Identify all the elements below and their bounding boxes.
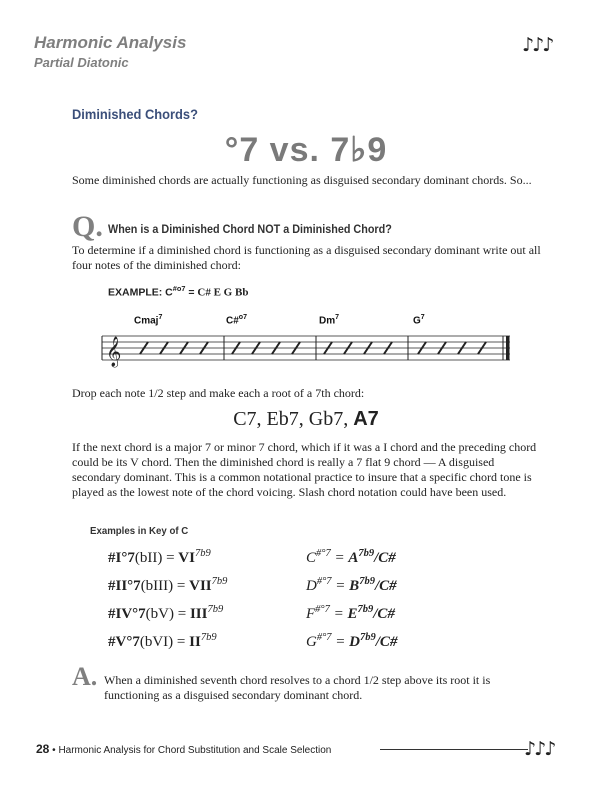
footer <box>36 742 331 756</box>
example-left-4: #V°7(bVI) = $II^{7b9}$ <box>108 632 217 650</box>
example-label: EXAMPLE: C <box>108 286 173 299</box>
question-mark: Q. <box>72 210 103 243</box>
music-staff <box>100 328 512 368</box>
big-title: °7 vs. 7♭9 <box>224 131 388 169</box>
chord-result-bold: A7 <box>353 408 379 430</box>
question-text: When is a Diminished Chord NOT a Diminished Chord? <box>108 222 392 236</box>
final-barline <box>506 336 510 360</box>
example-equals: = <box>188 286 195 299</box>
example-right-3: $F^{\#^\circ 7}$ = $E^{7b9}/C\#$ <box>306 604 395 622</box>
footer-text: Harmonic Analysis for Chord Substitution and Scale Selection <box>58 745 332 756</box>
explanation-paragraph: If the next chord is a major 7 or minor 7 chord, which if it was a I chord and the preceding chord could be its V chord. Then the diminished chord is really a 7 flat 9 chord — A disguised secondary dominant. This is a common notational practice to insure that a specific chord tone is played as the lowest note of the chord voicing. Slash chord notation could have been used. <box>72 440 537 499</box>
chord-label-2: C#$^{o7}$ <box>226 314 247 327</box>
footer-bullet: • <box>52 745 56 756</box>
example-right-1: $C^{\#^\circ 7}$ = $A^{7b9}/C\#$ <box>306 548 396 566</box>
examples-heading: Examples in Key of C <box>90 525 189 537</box>
footer-rule <box>380 749 528 750</box>
answer-mark: A. <box>72 662 98 691</box>
header-title: Harmonic Analysis <box>34 33 187 52</box>
chord-label-1: Cmaj$^7$ <box>134 314 163 327</box>
example-right-4: $G^{\#^\circ 7}$ = $D^{7b9}/C\#$ <box>306 632 398 650</box>
music-notes-icon: ♪♪♪ <box>522 34 553 56</box>
intro-text: Some diminished chords are actually functioning as disguised secondary dominant chords. So... <box>72 173 532 187</box>
example-chord-sup: #o7 <box>172 284 186 293</box>
example-notes: C# E G Bb <box>197 286 249 299</box>
chord-label-4: $G^7$ <box>413 314 425 327</box>
treble-clef-icon: 𝄞 <box>106 337 122 367</box>
example-right-2: $D^{\#^\circ 7}$ = $B^{7b9}/C\#$ <box>306 576 397 594</box>
example-left-1: #I°7(bII) = $VI^{7b9}$ <box>108 548 211 566</box>
drop-text: Drop each note 1/2 step and make each a root of a 7th chord: <box>72 386 365 400</box>
chord-result-regular: C7, Eb7, Gb7, <box>233 408 354 430</box>
question-body: To determine if a diminished chord is functioning as a disguised secondary dominant write out all four notes of the diminished chord: <box>72 243 541 272</box>
chord-result-line <box>0 408 612 431</box>
chord-label-3: Dm$^7$ <box>319 314 340 327</box>
example-line <box>108 284 248 299</box>
section-heading: Diminished Chords? <box>72 106 198 122</box>
footer-music-notes-icon: ♪♪♪ <box>524 738 555 760</box>
header-subtitle: Partial Diatonic <box>34 55 129 70</box>
example-left-3: #IV°7(bV) = $III^{7b9}$ <box>108 604 224 622</box>
example-left-2: #II°7(bIII) = $VII^{7b9}$ <box>108 576 228 594</box>
answer-text: When a diminished seventh chord resolves to a chord 1/2 step above its root it is functioning as a disguised secondary dominant chord. <box>104 673 491 702</box>
page-number: 28 <box>36 742 50 756</box>
